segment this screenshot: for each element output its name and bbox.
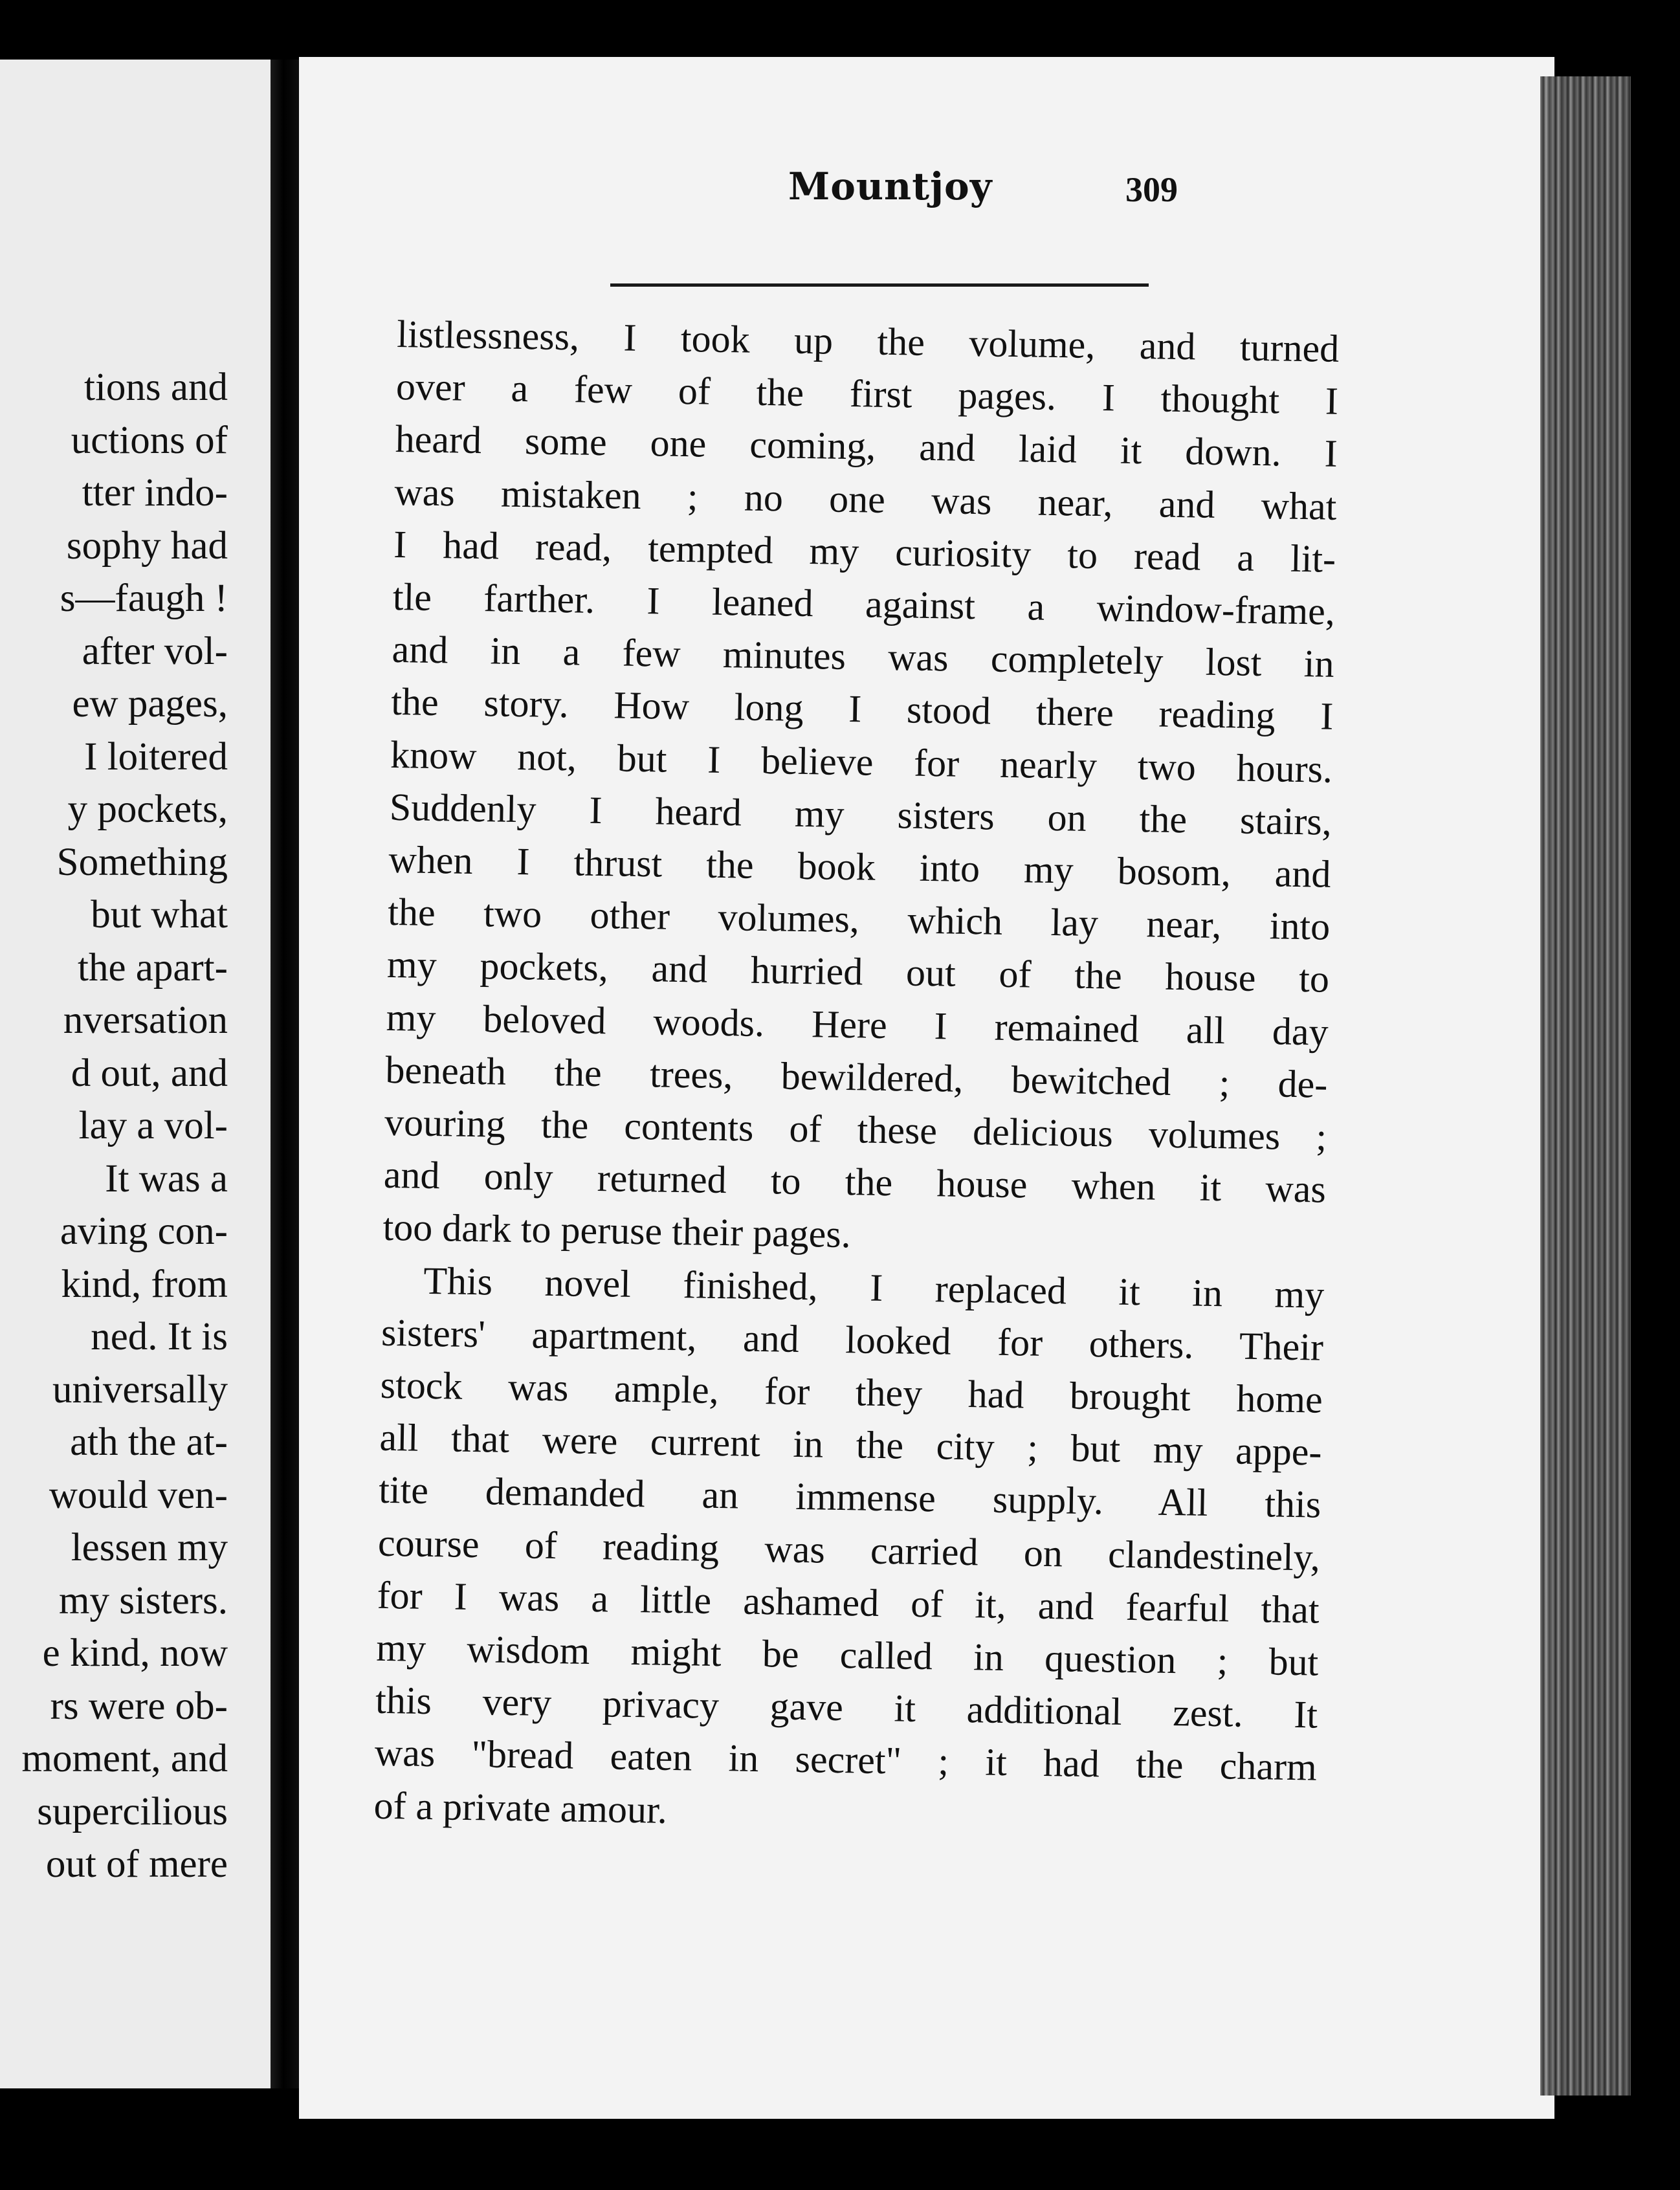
page-header [311,164,1178,236]
body-line: this very privacy gave it additional zest. It [375,1679,1318,1736]
body-line: listlessness, I took up the volume, and turned [396,312,1340,370]
body-line: stock was ample, for they had brought home [380,1363,1323,1421]
left-page-line: supercilious [37,1789,228,1833]
left-page-line: lessen my [71,1526,228,1569]
left-page-line: sophy had [66,524,228,568]
body-line: over a few of the first pages. I thought I [395,365,1339,423]
body-line: course of reading was carried on clandestinely, [377,1521,1321,1579]
body-line: the story. How long I stood there reading I [390,680,1334,738]
body-line: tle farther. I leaned against a window-frame, [392,575,1336,633]
left-page-line: I loitered [84,735,228,779]
body-line: of a private amour. [373,1784,668,1831]
book-gutter [271,60,303,2088]
left-page-line: moment, and [21,1737,228,1780]
left-page-line: ned. It is [91,1315,228,1358]
left-page-line: e kind, now [42,1631,228,1675]
left-page-line: kind, from [61,1262,228,1306]
left-page-text [22,361,228,1891]
left-page-line: ath the at- [70,1421,228,1464]
left-page-line: aving con- [60,1210,228,1253]
left-page-line: would ven- [49,1473,228,1517]
body-line: know not, but I believe for nearly two hours. [390,733,1333,791]
body-line: for I was a little ashamed of it, and fearful that [377,1573,1320,1631]
page-block-edges [1540,76,1631,2096]
body-line: tite demanded an immense supply. All this [378,1468,1321,1527]
left-page-line: universally [52,1367,228,1411]
header-rule [610,283,1149,287]
running-head: Mountjoy [788,164,993,208]
left-page-line: tter indo- [82,471,228,514]
body-line: my wisdom might be called in question ; but [375,1626,1319,1684]
left-page-line: after vol- [82,629,228,673]
body-line: my pockets, and hurried out of the house to [386,943,1330,1001]
left-page-line: s—faugh ! [60,577,228,620]
body-line: vouring the contents of these delicious volumes ; [384,1100,1327,1158]
body-line: heard some one coming, and laid it down. I [395,417,1338,476]
body-line: and only returned to the house when it was [383,1153,1327,1211]
body-line: was "bread eaten in secret" ; it had the charm [374,1731,1318,1789]
body-line: all that were current in the city ; but my appe- [379,1416,1322,1474]
body-line: was mistaken ; no one was near, and what [394,470,1337,528]
body-line: sisters' apartment, and looked for others. Their [381,1311,1324,1369]
left-page-line: out of mere [45,1842,228,1886]
left-page-line: lay a vol- [78,1104,228,1147]
body-line: when I thrust the book into my bosom, and [388,837,1331,896]
left-page-line: Something [56,840,228,884]
body-line: too dark to peruse their pages. [382,1206,852,1256]
body-line: This novel finished, I replaced it in my [423,1259,1325,1316]
left-page-line: It was a [105,1156,228,1200]
left-page-line: ew pages, [72,682,228,725]
body-line: the two other volumes, which lay near, into [387,890,1331,948]
left-page-line: rs were ob- [50,1684,228,1728]
body-line: I had read, tempted my curiosity to read a lit- [393,522,1336,581]
left-page-line: nversation [63,999,228,1042]
left-page-line: d out, and [71,1051,228,1095]
left-page-line: but what [91,893,228,936]
page-number: 309 [1125,170,1178,209]
body-line: Suddenly I heard my sisters on the stairs, [389,785,1332,843]
left-page-line: my sisters. [59,1578,228,1622]
left-facing-page [0,60,271,2088]
body-line: beneath the trees, bewildered, bewitched ; de- [384,1048,1328,1106]
body-line: my beloved woods. Here I remained all day [386,995,1329,1054]
body-line: and in a few minutes was completely lost in [392,628,1335,686]
left-page-line: tions and [84,366,228,409]
left-page-line: the apart- [78,946,228,990]
left-page-line: y pockets, [67,788,228,831]
body-text [373,308,1340,1846]
left-page-line: uctions of [71,418,228,462]
